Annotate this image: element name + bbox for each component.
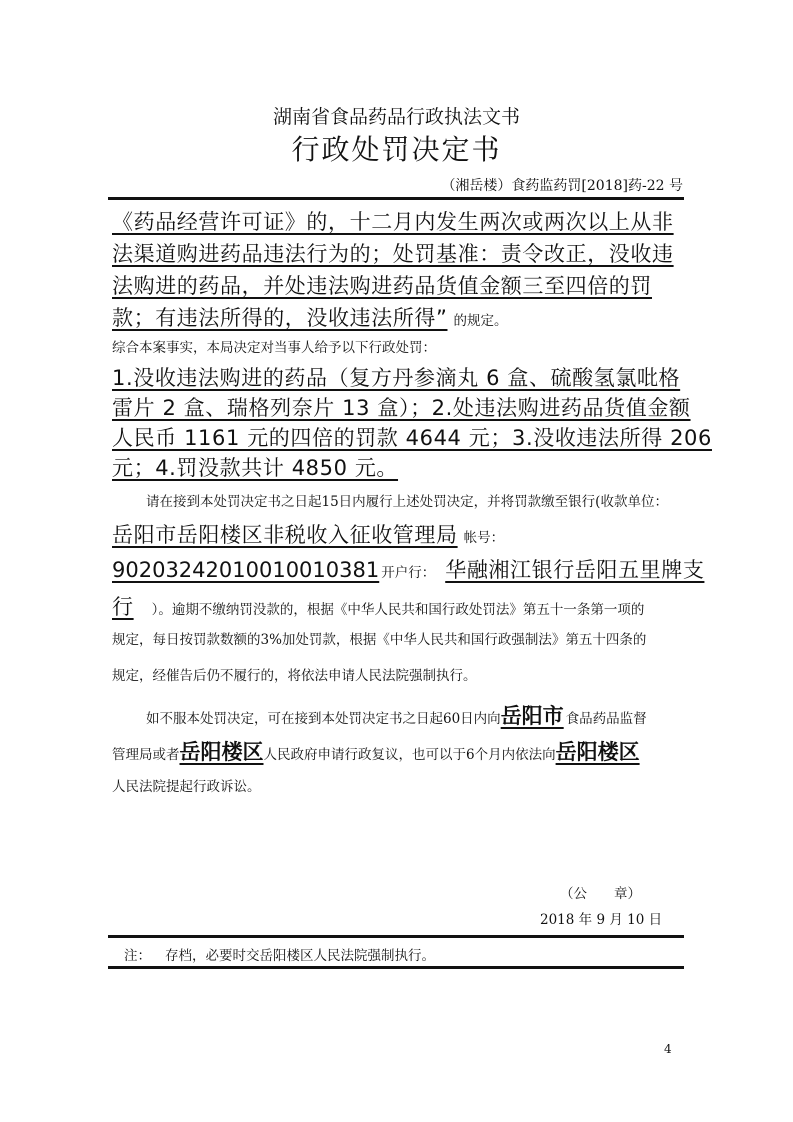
appeal-city: 岳阳市 [500,704,564,728]
clause-line: 《药品经营许可证》的，十二月内发生两次或两次以上从非 [112,210,674,234]
account-number: 90203242010010010381 [112,558,380,582]
penalty-line: 雷片 2 盒、瑞格列奈片 13 盒）；2.处违法购进药品货值金额 [112,396,691,420]
penalty-line: 1.没收违法购进的药品（复方丹参滴丸 6 盒、硫酸氢氯吡格 [112,366,681,390]
account-label: 帐号： [463,530,505,546]
note [124,944,435,964]
clause-line: 法渠道购进药品违法行为的；处罚基准：责令改正，没收违 [112,242,674,266]
document-number: （湘岳楼）食药监药罚[2018]药-22 号 [441,178,683,194]
note-top-rule [108,935,684,938]
document-title: 行政处罚决定书 [291,133,502,166]
agency-title: 湖南省食品药品行政执法文书 [272,106,520,128]
page-number: 4 [664,1042,672,1056]
penalty-line: 人民币 1161 元的四倍的罚款 4644 元；3.没收违法所得 206 [112,426,712,450]
note-bottom-rule [108,966,684,969]
clause-line: 款；有违法所得的，没收违法所得” [112,306,448,330]
appeal-district: 岳阳楼区 [555,740,640,764]
note-text: 存档，必要时交岳阳楼区人民法院强制执行。 [165,948,435,964]
appeal-text: 人民法院提起行政诉讼。 [112,779,261,795]
issue-date: 2018 年 9 月 10 日 [540,912,663,928]
clause-line: 法购进的药品，并处违法购进药品货值金额三至四倍的罚 [112,274,652,298]
penalty-line: 元；4.罚没款共计 4850 元。 [112,456,399,480]
payment-line: ）。逾期不缴纳罚没款的，根据《中华人民共和国行政处罚法》第五十一条第一项的 [151,602,645,618]
bank-name: 华融湘江银行岳阳五里牌支 [445,558,705,582]
appeal-text: 食品药品监督 [565,711,647,727]
payee-name: 岳阳市岳阳楼区非税收入征收管理局 [112,523,458,547]
payment-intro: 请在接到本处罚决定书之日起15日内履行上述处罚决定，并将罚款缴至银行(收款单位： [146,494,668,510]
appeal-district: 岳阳楼区 [179,740,264,764]
appeal-text: 管理局或者 [112,747,180,763]
bank-label: 开户行： [381,565,436,581]
appeal-text: 如不服本处罚决定，可在接到本处罚决定书之日起60日内向 [146,711,501,727]
header-rule [108,197,684,200]
decision-intro: 综合本案事实，本局决定对当事人给予以下行政处罚： [112,340,436,356]
payment-line: 规定，经催告后仍不履行的，将依法申请人民法院强制执行。 [112,668,477,684]
appeal-text: 人民政府申请行政复议，也可以于6个月内依法向 [263,747,556,763]
note-label: 注： [124,948,151,964]
bank-name-cont: 行 [112,595,134,619]
official-seal: （公 章） [560,886,641,902]
payment-line: 规定，每日按罚款数额的3%加处罚款，根据《中华人民共和国行政强制法》第五十四条的 [112,632,647,648]
clause-suffix: 的规定。 [453,313,508,329]
